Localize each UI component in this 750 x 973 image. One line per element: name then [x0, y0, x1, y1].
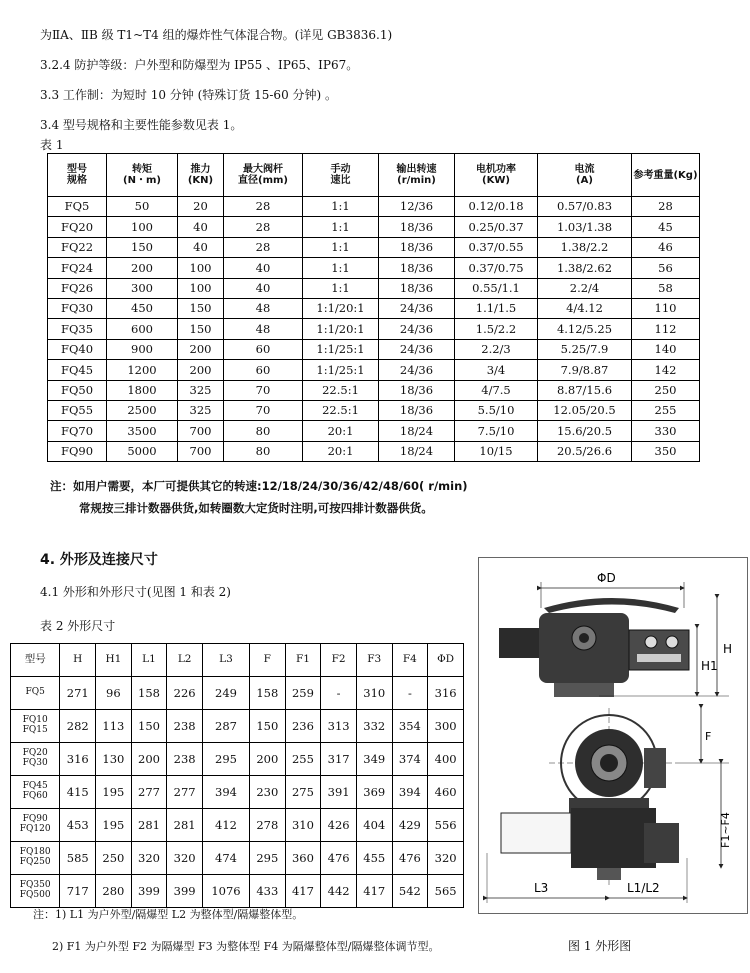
table-cell: 310: [356, 677, 392, 710]
table-header-cell: H: [60, 644, 96, 677]
actuator-outline-drawing: [479, 558, 747, 913]
table-header-cell: 推力 (KN): [178, 154, 224, 197]
table-cell: 1800: [107, 380, 178, 400]
table-header-cell: L3: [202, 644, 249, 677]
table-cell: 1:1/20:1: [303, 298, 379, 318]
table-cell: 150: [131, 710, 167, 743]
table-header-cell: 型号 规格: [48, 154, 107, 197]
table-cell: 100: [178, 258, 224, 278]
table-row: [48, 237, 700, 257]
table-cell: 250: [96, 842, 132, 875]
table-cell: 230: [250, 776, 286, 809]
table-cell: 195: [96, 776, 132, 809]
table-cell: FQ70: [48, 421, 107, 441]
note-speeds: 注：如用户需要，本厂可提供其它的转速:12/18/24/30/36/42/48/60( r/min): [50, 479, 468, 493]
table-cell: 310: [285, 809, 321, 842]
f1-f4-label: F1~F4: [719, 812, 732, 848]
table-cell: 1.38/2.62: [538, 258, 632, 278]
table-cell: 277: [131, 776, 167, 809]
table-cell: 200: [107, 258, 178, 278]
model-name: FQ120: [19, 824, 51, 834]
table-cell: 1.1/1.5: [455, 298, 538, 318]
table-cell: 0.57/0.83: [538, 197, 632, 217]
table-cell: 1.5/2.2: [455, 319, 538, 339]
handwheel-top: [544, 598, 679, 613]
table-cell: 10/15: [455, 441, 538, 461]
table-row: [11, 875, 464, 908]
table-cell: 1:1: [303, 278, 379, 298]
table-cell: 0.55/1.1: [455, 278, 538, 298]
model-name: FQ30: [22, 758, 48, 768]
table-cell: 277: [167, 776, 203, 809]
table-cell: 7.9/8.87: [538, 360, 632, 380]
table-cell: 238: [167, 710, 203, 743]
table-cell: 158: [131, 677, 167, 710]
table-cell: 325: [178, 400, 224, 420]
table-cell: 1:1/20:1: [303, 319, 379, 339]
table-cell: 24/36: [379, 319, 455, 339]
table-cell: 15.6/20.5: [538, 421, 632, 441]
table-cell: FQ20: [48, 217, 107, 237]
table-cell: 399: [131, 875, 167, 908]
table-cell: 24/36: [379, 298, 455, 318]
table-cell: 374: [392, 743, 428, 776]
table-cell: 429: [392, 809, 428, 842]
figure-caption: 图 1 外形图: [568, 939, 632, 953]
table-cell: 112: [632, 319, 700, 339]
table-cell: 317: [321, 743, 357, 776]
table-header-cell: 电流 (A): [538, 154, 632, 197]
table-header-cell: F1: [285, 644, 321, 677]
table-cell: 46: [632, 237, 700, 257]
table-cell: 417: [356, 875, 392, 908]
table-cell: 316: [60, 743, 96, 776]
table-cell: 236: [285, 710, 321, 743]
table-cell: 18/36: [379, 400, 455, 420]
model-name: FQ5: [25, 687, 45, 698]
table-cell: 4.12/5.25: [538, 319, 632, 339]
outline-drawing-frame: [478, 557, 748, 914]
table-cell: 281: [167, 809, 203, 842]
table-cell: 28: [224, 217, 303, 237]
model-cell: [11, 842, 60, 875]
note-counters: 常规按三排计数器供货,如转圈数大定货时注明,可按四排计数器供货。: [79, 501, 433, 515]
model-name: FQ20: [22, 748, 48, 759]
table-cell: 412: [202, 809, 249, 842]
table-cell: 18/36: [379, 278, 455, 298]
table-cell: 48: [224, 319, 303, 339]
table-cell: 316: [428, 677, 464, 710]
table-cell: 110: [632, 298, 700, 318]
table-cell: 5.5/10: [455, 400, 538, 420]
table-cell: 50: [107, 197, 178, 217]
table-cell: 140: [632, 339, 700, 359]
table-cell: 28: [632, 197, 700, 217]
table-cell: 3/4: [455, 360, 538, 380]
table-cell: 18/24: [379, 441, 455, 461]
table-cell: 70: [224, 380, 303, 400]
model-name: FQ15: [22, 725, 48, 735]
table-cell: 700: [178, 441, 224, 461]
table-cell: 2500: [107, 400, 178, 420]
diameter-label: ΦD: [597, 571, 616, 585]
model-cell: [11, 776, 60, 809]
table-cell: 7.5/10: [455, 421, 538, 441]
table-header-cell: F3: [356, 644, 392, 677]
table-row: [11, 677, 464, 710]
table-row: [11, 710, 464, 743]
table-cell: 287: [202, 710, 249, 743]
table-cell: 1:1/25:1: [303, 360, 379, 380]
table-cell: 271: [60, 677, 96, 710]
table-cell: 1:1: [303, 217, 379, 237]
table-cell: FQ55: [48, 400, 107, 420]
section-subtitle: 4.1 外形和外形尺寸(见图 1 和表 2): [40, 585, 231, 599]
performance-table: [47, 153, 700, 462]
table-row: [48, 197, 700, 217]
table-row: [48, 380, 700, 400]
note-f-types: 2) F1 为户外型 F2 为隔爆型 F3 为整体型 F4 为隔爆整体型/隔爆整体调节型。: [52, 940, 440, 953]
table-cell: 1200: [107, 360, 178, 380]
table-header-row: [48, 154, 700, 197]
model-cell: [11, 677, 60, 710]
table-cell: 24/36: [379, 339, 455, 359]
table-row: [11, 776, 464, 809]
table-cell: 22.5:1: [303, 380, 379, 400]
table-header-cell: L2: [167, 644, 203, 677]
table-cell: 18/36: [379, 380, 455, 400]
table-cell: 278: [250, 809, 286, 842]
table-row: [48, 278, 700, 298]
table-row: [48, 400, 700, 420]
table-cell: 1.38/2.2: [538, 237, 632, 257]
table-cell: 0.37/0.75: [455, 258, 538, 278]
table-cell: 1:1: [303, 237, 379, 257]
table-cell: 1076: [202, 875, 249, 908]
table-cell: 300: [107, 278, 178, 298]
table-cell: 426: [321, 809, 357, 842]
table-cell: 200: [178, 360, 224, 380]
table-cell: 0.37/0.55: [455, 237, 538, 257]
model-cell: [11, 743, 60, 776]
control-box: [629, 630, 689, 670]
table-header-cell: F2: [321, 644, 357, 677]
table-cell: 2.2/3: [455, 339, 538, 359]
table-cell: 58: [632, 278, 700, 298]
table-cell: 80: [224, 421, 303, 441]
table-cell: 585: [60, 842, 96, 875]
table-cell: 0.25/0.37: [455, 217, 538, 237]
table-cell: 158: [250, 677, 286, 710]
table-cell: 313: [321, 710, 357, 743]
table-cell: 226: [167, 677, 203, 710]
table-cell: 320: [131, 842, 167, 875]
table-cell: 5000: [107, 441, 178, 461]
table-cell: 100: [107, 217, 178, 237]
table-cell: 275: [285, 776, 321, 809]
table-cell: 18/36: [379, 237, 455, 257]
table-cell: 4/7.5: [455, 380, 538, 400]
table-cell: 900: [107, 339, 178, 359]
table-cell: 1:1: [303, 197, 379, 217]
table-cell: FQ24: [48, 258, 107, 278]
table-cell: 60: [224, 360, 303, 380]
table-cell: 200: [131, 743, 167, 776]
table-cell: 20: [178, 197, 224, 217]
table-cell: 400: [428, 743, 464, 776]
table-cell: 332: [356, 710, 392, 743]
table-header-cell: 输出转速 (r/min): [379, 154, 455, 197]
table-cell: 565: [428, 875, 464, 908]
table-cell: 20:1: [303, 441, 379, 461]
table-cell: 442: [321, 875, 357, 908]
table-cell: 259: [285, 677, 321, 710]
table-cell: 18/36: [379, 258, 455, 278]
table-row: [48, 360, 700, 380]
table-cell: 330: [632, 421, 700, 441]
table-header-cell: 电机功率 (KW): [455, 154, 538, 197]
table-cell: 60: [224, 339, 303, 359]
table-cell: 200: [178, 339, 224, 359]
table-cell: 238: [167, 743, 203, 776]
model-name: FQ250: [19, 857, 51, 867]
table-cell: 399: [167, 875, 203, 908]
table-header-cell: F: [250, 644, 286, 677]
table-cell: 4/4.12: [538, 298, 632, 318]
model-cell: [11, 875, 60, 908]
table-cell: 195: [96, 809, 132, 842]
table-cell: 460: [428, 776, 464, 809]
table-cell: 282: [60, 710, 96, 743]
table-row: [48, 421, 700, 441]
table-cell: 320: [428, 842, 464, 875]
table-cell: FQ26: [48, 278, 107, 298]
table-cell: 100: [178, 278, 224, 298]
table-cell: 394: [202, 776, 249, 809]
table-cell: 700: [178, 421, 224, 441]
table-cell: 24/36: [379, 360, 455, 380]
table-cell: 476: [392, 842, 428, 875]
table2-caption: 表 2 外形尺寸: [40, 619, 116, 633]
table-cell: 394: [392, 776, 428, 809]
table-cell: 130: [96, 743, 132, 776]
flange-top: [554, 683, 614, 697]
table-header-cell: ΦD: [428, 644, 464, 677]
table-cell: 369: [356, 776, 392, 809]
model-cell: [11, 710, 60, 743]
table-cell: 542: [392, 875, 428, 908]
table-cell: 250: [632, 380, 700, 400]
table-row: [48, 339, 700, 359]
table-cell: FQ45: [48, 360, 107, 380]
model-name: FQ90: [22, 814, 48, 825]
table-cell: FQ35: [48, 319, 107, 339]
table-cell: 200: [250, 743, 286, 776]
table-cell: 150: [250, 710, 286, 743]
table-cell: 150: [178, 298, 224, 318]
table-cell: 600: [107, 319, 178, 339]
table-cell: 1:1/25:1: [303, 339, 379, 359]
table-cell: 300: [428, 710, 464, 743]
motor-side-block: [499, 628, 544, 658]
table-cell: 360: [285, 842, 321, 875]
table-cell: 28: [224, 197, 303, 217]
table-cell: 150: [107, 237, 178, 257]
table-cell: 12.05/20.5: [538, 400, 632, 420]
table-cell: 450: [107, 298, 178, 318]
intro-line-4: 3.4 型号规格和主要性能参数见表 1。: [40, 118, 243, 132]
table-cell: 350: [632, 441, 700, 461]
table-header-cell: 最大阀杆 直径(mm): [224, 154, 303, 197]
table-cell: 12/36: [379, 197, 455, 217]
table-header-cell: 手动 速比: [303, 154, 379, 197]
intro-line-1: 为ⅡA、ⅡB 级 T1~T4 组的爆炸性气体混合物。(详见 GB3836.1): [40, 28, 393, 42]
table-cell: 40: [178, 217, 224, 237]
table-cell: 3500: [107, 421, 178, 441]
model-name: FQ500: [19, 890, 51, 900]
table-cell: 28: [224, 237, 303, 257]
table-cell: 20:1: [303, 421, 379, 441]
table-cell: 255: [285, 743, 321, 776]
table-row: [48, 441, 700, 461]
table-cell: FQ22: [48, 237, 107, 257]
model-name: FQ45: [22, 781, 48, 792]
model-name: FQ10: [22, 715, 48, 726]
table-cell: 415: [60, 776, 96, 809]
table-cell: 280: [96, 875, 132, 908]
model-name: FQ180: [19, 847, 51, 858]
table-cell: 476: [321, 842, 357, 875]
table1-caption: 表 1: [40, 138, 64, 152]
table-cell: FQ50: [48, 380, 107, 400]
section-title: 4. 外形及连接尺寸: [40, 552, 158, 568]
table-cell: 354: [392, 710, 428, 743]
table-cell: 40: [224, 258, 303, 278]
dimensions-table: [10, 643, 464, 908]
table-cell: 20.5/26.6: [538, 441, 632, 461]
table-row: [48, 319, 700, 339]
table-header-cell: H1: [96, 644, 132, 677]
table-row: [11, 809, 464, 842]
table-cell: 349: [356, 743, 392, 776]
motor-housing: [501, 813, 571, 853]
table-cell: 150: [178, 319, 224, 339]
table-header-cell: 参考重量(Kg): [632, 154, 700, 197]
h-label: H: [723, 642, 733, 656]
f-label: F: [705, 730, 712, 743]
table-cell: -: [321, 677, 357, 710]
table-header-cell: L1: [131, 644, 167, 677]
table-cell: 56: [632, 258, 700, 278]
table-cell: 433: [250, 875, 286, 908]
table-cell: 1:1: [303, 258, 379, 278]
h1-label: H1: [701, 659, 718, 673]
table-cell: 474: [202, 842, 249, 875]
table-cell: 717: [60, 875, 96, 908]
table-cell: 48: [224, 298, 303, 318]
table-cell: 417: [285, 875, 321, 908]
table-row: [11, 743, 464, 776]
table-cell: 453: [60, 809, 96, 842]
table-cell: 40: [224, 278, 303, 298]
table-cell: FQ40: [48, 339, 107, 359]
table-header-cell: 转矩 (N・m): [107, 154, 178, 197]
table-cell: 113: [96, 710, 132, 743]
table-header-cell: F4: [392, 644, 428, 677]
table-cell: 18/36: [379, 217, 455, 237]
table-header-row: [11, 644, 464, 677]
table-cell: 5.25/7.9: [538, 339, 632, 359]
table-cell: 391: [321, 776, 357, 809]
table-header-cell: 型号: [11, 644, 60, 677]
table-cell: 45: [632, 217, 700, 237]
table-row: [11, 842, 464, 875]
table-cell: 295: [250, 842, 286, 875]
intro-line-2: 3.2.4 防护等级：户外型和防爆型为 IP55 、IP65、IP67。: [40, 58, 359, 72]
table-cell: FQ30: [48, 298, 107, 318]
table-cell: 40: [178, 237, 224, 257]
model-name: FQ60: [22, 791, 48, 801]
table-cell: 8.87/15.6: [538, 380, 632, 400]
table-cell: 70: [224, 400, 303, 420]
table-cell: 1.03/1.38: [538, 217, 632, 237]
table-cell: 0.12/0.18: [455, 197, 538, 217]
table-row: [48, 217, 700, 237]
table-row: [48, 258, 700, 278]
table-cell: 80: [224, 441, 303, 461]
note-l-types: 注：1) L1 为户外型/隔爆型 L2 为整体型/隔爆整体型。: [33, 908, 304, 921]
table-cell: 325: [178, 380, 224, 400]
l3-label: L3: [534, 881, 549, 895]
table-cell: 18/24: [379, 421, 455, 441]
model-cell: [11, 809, 60, 842]
table-cell: 22.5:1: [303, 400, 379, 420]
table-cell: 142: [632, 360, 700, 380]
table-cell: 249: [202, 677, 249, 710]
table-cell: 281: [131, 809, 167, 842]
table-cell: 320: [167, 842, 203, 875]
table-cell: 255: [632, 400, 700, 420]
table-cell: 455: [356, 842, 392, 875]
table-cell: 556: [428, 809, 464, 842]
table-cell: 96: [96, 677, 132, 710]
model-name: FQ350: [19, 880, 51, 891]
table-cell: -: [392, 677, 428, 710]
table-cell: 2.2/4: [538, 278, 632, 298]
table-row: [48, 298, 700, 318]
l1-l2-label: L1/L2: [627, 881, 660, 895]
table-cell: FQ5: [48, 197, 107, 217]
lower-body: [571, 808, 656, 868]
table-cell: 404: [356, 809, 392, 842]
table-cell: FQ90: [48, 441, 107, 461]
intro-line-3: 3.3 工作制：为短时 10 分钟 (特殊订货 15-60 分钟) 。: [40, 88, 338, 102]
table-cell: 295: [202, 743, 249, 776]
